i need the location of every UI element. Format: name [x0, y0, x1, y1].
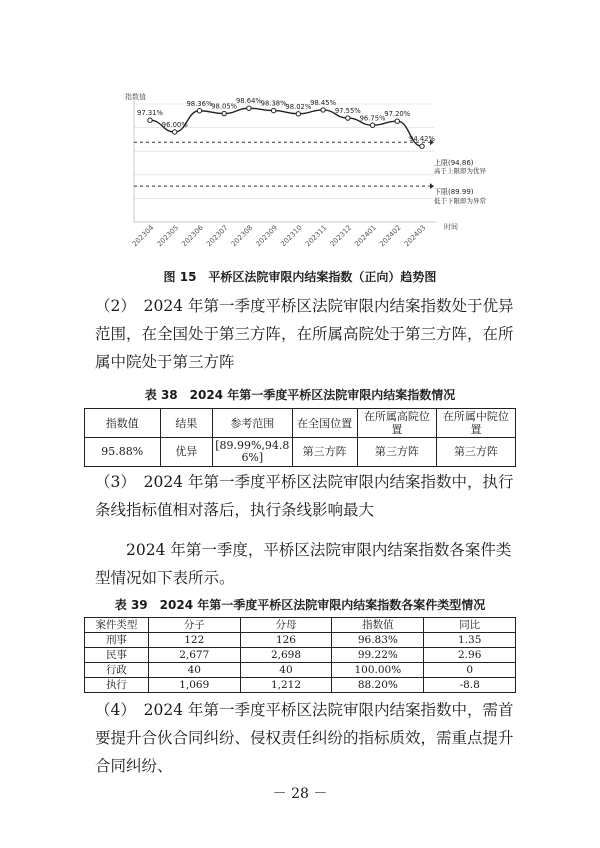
header-cell: 结果	[160, 409, 213, 438]
header-cell: 分母	[240, 618, 332, 633]
header-cell: 在全国位置	[292, 409, 357, 438]
cell: 88.20%	[332, 678, 424, 693]
table-38-caption: 表 38 2024 年第一季度平桥区法院审限内结案指数情况	[144, 388, 456, 402]
data-label: 94.42%	[409, 135, 435, 144]
data-point	[197, 109, 201, 113]
table-row	[85, 663, 516, 678]
cell: 行政	[85, 663, 149, 678]
data-point	[173, 130, 177, 134]
data-label: 98.05%	[211, 102, 238, 111]
page-number: － 28 －	[272, 786, 328, 802]
upper-threshold-note: 高于上限即为优异	[434, 167, 486, 175]
upper-threshold-label: 上限(94.86)	[434, 159, 474, 167]
header-cell: 在所属高院位置	[357, 409, 436, 438]
header-cell: 案件类型	[85, 618, 149, 633]
x-tick-label: 202401	[353, 223, 378, 249]
cell: 1.35	[424, 633, 516, 648]
cell-value: 95.88%	[85, 438, 161, 467]
header-cell: 指数值	[332, 618, 424, 633]
data-point	[321, 108, 325, 112]
table-39	[84, 617, 516, 693]
x-tick-label: 202308	[229, 223, 255, 249]
data-point	[420, 144, 424, 148]
cell: 0	[424, 663, 516, 678]
data-point	[148, 118, 152, 122]
x-tick-label: 202310	[279, 223, 304, 249]
cell: 122	[148, 633, 240, 648]
header-cell: 参考范围	[213, 409, 292, 438]
table-row	[85, 678, 516, 693]
data-point	[370, 123, 374, 127]
x-tick-label: 202311	[303, 223, 329, 249]
trend-chart	[112, 88, 512, 266]
data-label: 98.38%	[260, 99, 287, 108]
cell-high-court: 第三方阵	[357, 438, 436, 467]
cell: 1,069	[148, 678, 240, 693]
x-tick-label: 202305	[155, 223, 181, 249]
data-label: 98.36%	[186, 99, 213, 108]
data-label: 96.75%	[359, 114, 386, 123]
x-tick-label: 202309	[254, 223, 280, 249]
x-tick-label: 202307	[205, 223, 230, 249]
figure-caption: 图 15 平桥区法院审限内结案指数（正向）趋势图	[163, 270, 437, 284]
cell-range: [89.99%,94.86%]	[213, 438, 292, 467]
table-row	[85, 648, 516, 663]
cell: 刑事	[85, 633, 149, 648]
header-cell: 分子	[148, 618, 240, 633]
data-label: 98.45%	[310, 98, 337, 107]
data-point	[346, 116, 350, 120]
header-cell: 同比	[424, 618, 516, 633]
paragraph-4: 2024 年第一季度，平桥区法院审限内结案指数各案件类型情况如下表所示。	[95, 541, 512, 587]
cell: 99.22%	[332, 648, 424, 663]
cell-intermediate-court: 第三方阵	[436, 438, 515, 467]
cell: -8.8	[424, 678, 516, 693]
data-label: 97.20%	[384, 110, 411, 119]
cell: 40	[240, 663, 332, 678]
paragraph-2: （2） 2024 年第一季度平桥区法院审限内结案指数处于优异范围，在全国处于第三方阵，在所属高院处于第三方阵，在所属中院处于第三方阵	[95, 297, 514, 371]
cell: 100.00%	[332, 663, 424, 678]
data-point	[395, 119, 399, 123]
cell: 2.96	[424, 648, 516, 663]
x-tick-label: 202403	[402, 223, 428, 249]
cell-national: 第三方阵	[292, 438, 357, 467]
x-tick-label: 202402	[378, 223, 403, 249]
cell: 40	[148, 663, 240, 678]
data-label: 98.64%	[235, 97, 262, 106]
header-cell: 在所属中院位置	[436, 409, 515, 438]
table-header-row	[85, 409, 516, 438]
cell: 1,212	[240, 678, 332, 693]
data-point	[271, 108, 275, 112]
header-cell: 指数值	[85, 409, 161, 438]
x-tick-label: 202304	[130, 223, 156, 249]
table-header-row	[85, 618, 516, 633]
data-label: 97.55%	[334, 107, 361, 116]
lower-threshold-note: 低于下限即为异常	[434, 197, 486, 205]
series-line	[137, 97, 435, 148]
cell: 执行	[85, 678, 149, 693]
cell: 民事	[85, 648, 149, 663]
x-tick-labels	[131, 223, 428, 248]
cell: 2,698	[240, 648, 332, 663]
x-tick-label: 202306	[180, 223, 205, 249]
data-label: 96.00%	[161, 121, 188, 129]
paragraph-3: （3） 2024 年第一季度平桥区法院审限内结案指数中，执行条线指标值相对落后，执行条线影响最大	[95, 473, 514, 519]
table-row	[85, 633, 516, 648]
cell: 2,677	[148, 648, 240, 663]
table-39-caption: 表 39 2024 年第一季度平桥区法院审限内结案指数各案件类型情况	[114, 598, 486, 612]
y-axis-label: 指数值	[125, 93, 146, 101]
paragraph-5: （4） 2024 年第一季度平桥区法院审限内结案指数中，需首要提升合伙合同纠纷、侵权责任纠纷的指标质效，需重点提升合同纠纷、	[95, 701, 514, 775]
data-point	[222, 111, 226, 115]
threshold-lines	[134, 139, 434, 189]
data-point	[296, 112, 300, 116]
x-axis-label: 时间	[444, 223, 458, 231]
cell: 126	[240, 633, 332, 648]
x-tick-label: 202312	[328, 223, 354, 249]
data-point	[247, 106, 251, 110]
data-label: 98.02%	[285, 102, 312, 111]
lower-threshold-label: 下限(89.99)	[434, 188, 474, 196]
table-row	[85, 438, 516, 467]
table-38	[84, 408, 516, 467]
cell: 96.83%	[332, 633, 424, 648]
cell-result: 优异	[160, 438, 213, 467]
data-label: 97.31%	[137, 109, 163, 118]
